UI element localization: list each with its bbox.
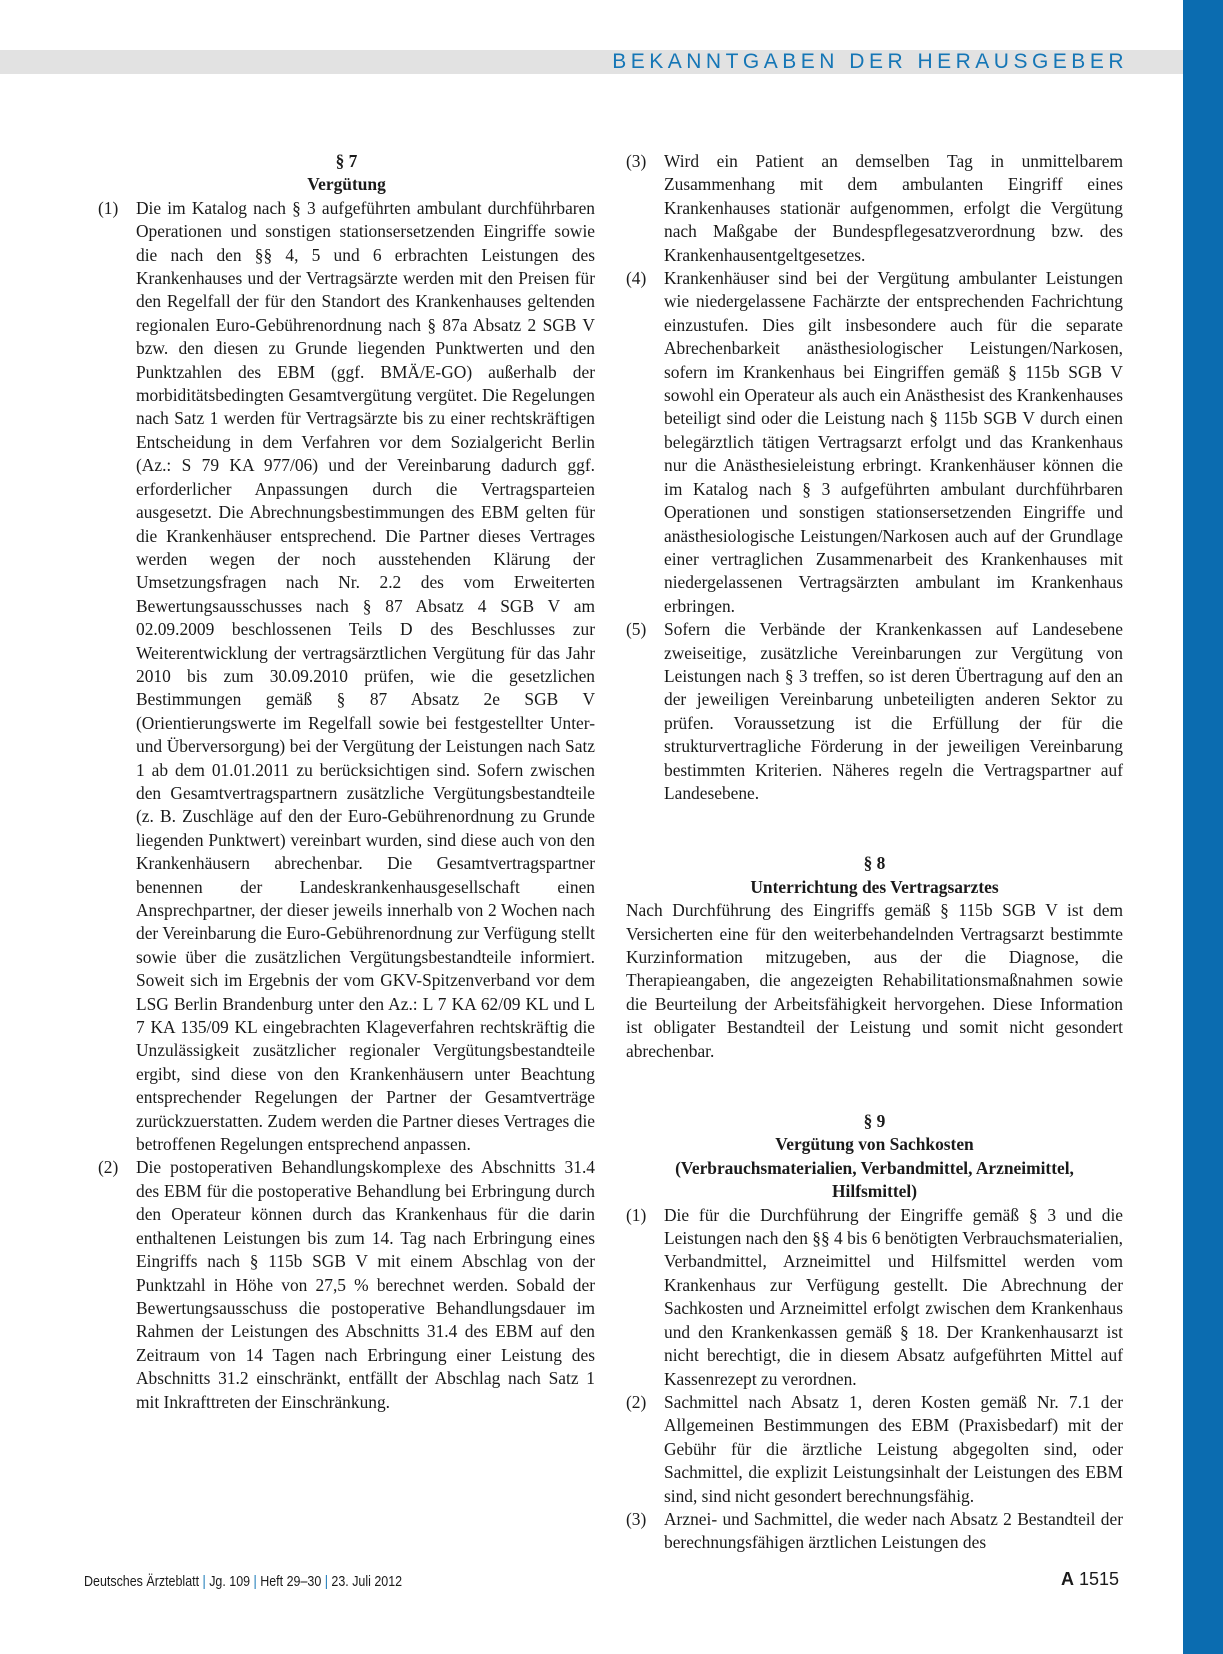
section-7-paragraph-1 (98, 197, 595, 1157)
section-7-paragraph-4 (626, 267, 1123, 618)
paragraph-number: (3) (626, 1508, 647, 1529)
footer-issue: Heft 29–30 (260, 1574, 322, 1590)
section-9-title-line-3: Hilfsmittel) (832, 1181, 917, 1202)
section-9-number: § 9 (863, 1111, 886, 1132)
section-8-title: Unterrichtung des Vertragsarztes (750, 876, 999, 897)
section-9-title-line-1: Vergütung von Sachkosten (775, 1134, 974, 1155)
section-header-title: BEKANNTGABEN DER HERAUSGEBER (612, 50, 1128, 73)
page-number (1061, 1569, 1119, 1590)
footer-volume: Jg. 109 (209, 1574, 251, 1590)
section-7-title: Vergütung (307, 174, 386, 195)
section-7-paragraph-2 (98, 1156, 595, 1413)
page-number-value: 1515 (1078, 1569, 1119, 1589)
paragraph-text: Sachmittel nach Absatz 1, deren Kosten gemäß Nr. 7.1 der Allgemeinen Bestimmungen des EBM (Praxisbedarf) mit der Gebühr für die ärztliche Leistung abgegolten sind, oder Sachmittel, die explizit Leistungsinhalt der Leistungen des EBM sind, sind nicht gesondert berechnungsfähig. (664, 1391, 1123, 1506)
paragraph-text: Die für die Durchführung der Eingriffe gemäß § 3 und die Leistungen nach den §§ 4 bis 6 benötigten Verbrauchsmaterialien, Verbandmittel, Arzneimittel und Hilfsmittel werden vom Krankenhaus zur Verfügung gestellt. Die Abrechnung der Sachkosten und Arzneimittel erfolgt zwischen dem Krankenhaus und den Krankenkassen gemäß § 18. Der Krankenhausarzt ist nicht berechtigt, die in diesem Absatz aufgeführten Mittel auf Kassenrezept zu verordnen. (664, 1204, 1123, 1389)
section-spacer (626, 1063, 1123, 1110)
paragraph-number: (3) (626, 151, 647, 171)
paragraph-text: Arznei- und Sachmittel, die weder nach Absatz 2 Bestandteil der berechnungsfähigen ärztlichen Leistungen des (664, 1508, 1123, 1553)
side-color-bar (1183, 0, 1223, 1654)
section-9-paragraph-2 (626, 1391, 1123, 1508)
paragraph-number: (1) (626, 1204, 647, 1225)
section-9-paragraph-3 (626, 1508, 1123, 1555)
section-spacer (626, 805, 1123, 852)
paragraph-number: (5) (626, 619, 647, 640)
footer-separator: | (324, 1574, 328, 1590)
section-9-paragraph-1 (626, 1204, 1123, 1391)
left-column (98, 150, 595, 1414)
paragraph-text: Krankenhäuser sind bei der Vergütung ambulanter Leistungen wie niedergelassene Fachärzte der entsprechenden Fachrichtung einzustufen. Dies gilt insbesondere auch für die separate Abrechenbarkeit anästhesiologischer Leistungen/Narkosen, sofern im Krankenhaus bei Eingriffen gemäß § 115b SGB V sowohl ein Operateur als auch ein Anästhesist des Krankenhauses beteiligt sind oder die Leistung nach § 115b SGB V durch einen belegärztlich tätigen Vertragsarzt erfolgt und das Krankenhaus nur die Anästhesieleistung erbringt. Krankenhäuser können die im Katalog nach § 3 aufgeführten ambulant durchführbaren Operationen und sonstigen stationsersetzenden Eingriffe und anästhesiologische Leistungen/Narkosen auch auf der Grundlage einer vertraglichen Zusammenarbeit des Krankenhauses mit niedergelassenen Vertragsärzten ambulant im Krankenhaus erbringen. (664, 268, 1123, 616)
section-8-number: § 8 (863, 853, 886, 874)
paragraph-text: Sofern die Verbände der Krankenkassen auf Landesebene zweiseitige, zusätzliche Vereinbarungen zur Vergütung von Leistungen nach § 3 treffen, so ist deren Übertragung auf den an der jeweiligen Vereinbarung unbeteiligten anderen Sektor zu prüfen. Voraussetzung ist die Erfüllung der für die strukturvertragliche Förderung in der jeweiligen Vereinbarung bestimmten Kriterien. Näheres regeln die Vertragspartner auf Landesebene. (664, 619, 1123, 803)
footer-separator: | (202, 1574, 206, 1590)
paragraph-text: Die im Katalog nach § 3 aufgeführten ambulant durchführbaren Operationen und sonstigen stationsersetzenden Eingriffe sowie die nach den §§ 4, 5 und 6 erbrachten Leistungen des Krankenhauses und der Vertragsärzte werden mit den Preisen für den Regelfall der für den Standort des Krankenhauses geltenden regionalen Euro-Gebührenordnung nach § 87a Absatz 2 SGB V bzw. den diesen zu Grunde liegenden Punktwerten und den Punktzahlen des EBM (ggf. BMÄ/E-GO) außerhalb der morbiditätsbedingten Gesamtvergütung vergütet. Die Regelungen nach Satz 1 werden für Vertragsärzte bis zu einer rechtskräftigen Entscheidung in dem Verfahren vor dem Sozialgericht Berlin (Az.: S 79 KA 977/06) und der Vereinbarung dadurch ggf. erforderlicher Anpassungen durch die Vertragsparteien ausgesetzt. Die Abrechnungsbestimmungen des EBM gelten für die Krankenhäuser entsprechend. Die Partner dieses Vertrages werden wegen der noch ausstehenden Klärung der Umsetzungsfragen nach Nr. 2.2 des vom Erweiterten Bewertungsausschusses nach § 87 Absatz 4 SGB V am 02.09.2009 beschlossenen Teils D des Beschlusses zur Weiterentwicklung der vertragsärztlichen Vergütung für das Jahr 2010 bis zum 30.09.2010 prüfen, wie die gesetzlichen Bestimmungen gemäß § 87 Absatz 2e SGB V (Orientierungswerte im Regelfall sowie bei festgestellter Unter- und Überversorgung) bei der Vergütung der Leistungen nach Satz 1 ab dem 01.01.2011 zu berücksichtigen sind. Sofern zwischen den Gesamtvertragspartnern zusätzliche Vergütungsbestandteile (z. B. Zuschläge auf den der Euro-Gebührenordnung zu Grunde liegenden Punktwert) vereinbart wurden, sind diese auch von den Krankenhäusern abrechenbar. Die Gesamtvertragspartner benennen der Landeskrankenhausgesellschaft einen Ansprechpartner, der dieser jeweils innerhalb von 2 Wochen nach der Vereinbarung die Euro-Gebührenordnung zur Verfügung stellt sowie über die zusätzlichen Vergütungsbestandteile informiert. Soweit sich im Ergebnis der vom GKV-Spitzenverband vor dem LSG Berlin Brandenburg unter den Az.: L 7 KA 62/09 KL und L 7 KA 135/09 KL eingebrachten Klageverfahren rechtskräftig die Unzulässigkeit zusätzlicher regionaler Vergütungsbestandteile ergibt, sind diese von den Krankenhäusern unter Beachtung entsprechender Regelungen der Partner der Gesamtverträge zurückzuerstatten. Zudem werden die Partner dieses Vertrages die betroffenen Regelungen entsprechend anpassen. (136, 197, 595, 1155)
paragraph-text: Die postoperativen Behandlungskomplexe des Abschnitts 31.4 des EBM für die postoperative Behandlung bei Erbringung durch den Operateur können durch das Krankenhaus für die darin enthaltenen Leistungen bis zum 14. Tag nach Erbringung eines Eingriffs nach § 115b SGB V mit einem Abschlag von der Punktzahl in Höhe von 27,5 % berechnet werden. Sobald der Bewertungsausschuss die postoperative Behandlungsdauer im Rahmen der Leistungen des Abschnitts 31.4 des EBM auf den Zeitraum von 14 Tagen nach Erbringung einer Leistung des Abschnitts 31.2 einschränkt, entfällt der Abschlag nach Satz 1 mit Inkrafttreten der Einschränkung. (136, 1157, 595, 1412)
paragraph-number: (2) (98, 1157, 119, 1178)
section-8-text: Nach Durchführung des Eingriffs gemäß § 115b SGB V ist dem Versicherten eine für den weiterbehandelnden Vertragsarzt bestimmte Kurzinformation mitzugeben, aus der die Diagnose, die Therapieangaben, die angezeigten Rehabilitationsmaßnahmen sowie die Beurteilung der Arbeitsfähigkeit hervorgehen. Diese Information ist obligater Bestandteil der Leistung und somit nicht gesondert abrechenbar. (626, 900, 1123, 1061)
footer-citation (84, 1574, 402, 1590)
paragraph-text: Wird ein Patient an demselben Tag in unmittelbarem Zusammenhang mit dem ambulanten Eingriff eines Krankenhauses stationär aufgenommen, erfolgt die Vergütung nach Maßgabe der Bundespflegesatzverordnung bzw. des Krankenhausentgeltgesetzes. (664, 151, 1123, 265)
paragraph-number: (2) (626, 1391, 647, 1412)
footer-journal: Deutsches Ärzteblatt (84, 1574, 200, 1590)
footer-date: 23. Juli 2012 (331, 1574, 403, 1590)
section-7-number: § 7 (335, 151, 358, 171)
section-9-title-line-2: (Verbrauchsmaterialien, Verbandmittel, Arzneimittel, (675, 1157, 1074, 1178)
footer-separator: | (253, 1574, 257, 1590)
section-7-paragraph-5 (626, 618, 1123, 805)
right-column (626, 150, 1123, 1555)
paragraph-number: (4) (626, 268, 647, 289)
paragraph-number: (1) (98, 197, 119, 218)
page-number-prefix: A (1060, 1569, 1074, 1589)
section-7-paragraph-3 (626, 150, 1123, 267)
